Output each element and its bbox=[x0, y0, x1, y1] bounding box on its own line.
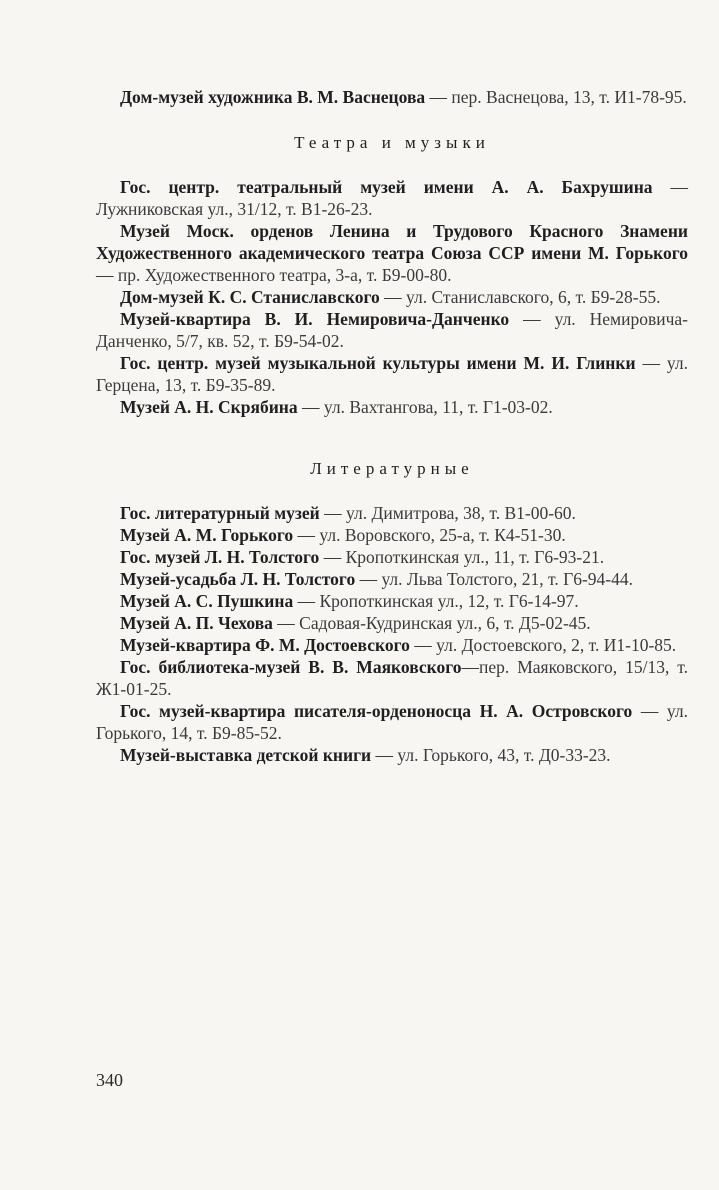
museum-address: ул. Воровского, 25-а, т. К4-51-30. bbox=[319, 525, 566, 545]
museum-name: Гос. музей Л. Н. Толстого bbox=[120, 547, 320, 567]
museum-name: Музей-усадьба Л. Н. Толстого bbox=[120, 569, 356, 589]
museum-name: Гос. библиотека-музей В. В. Маяковского bbox=[120, 657, 462, 677]
entry: Гос. музей-квартира писателя-орденоносца Н. А. Островского — ул. Горького, 14, т. Б9-85-52. bbox=[96, 701, 688, 743]
museum-name: Музей-выставка детской книги bbox=[120, 745, 372, 765]
museum-address: пр. Художественного театра, 3-а, т. Б9-00-80. bbox=[117, 265, 452, 285]
museum-name: Гос. литературный музей bbox=[120, 503, 320, 523]
museum-name: Гос. музей-квартира писателя-орденоносца Н. А. Островского bbox=[120, 701, 633, 721]
page-content bbox=[96, 86, 688, 766]
entry: Музей-усадьба Л. Н. Толстого — ул. Льва Толстого, 21, т. Г6-94-44. bbox=[120, 569, 633, 589]
museum-address: ул. Вахтангова, 11, т. Г1-03-02. bbox=[323, 397, 553, 417]
museum-name: Музей-квартира Ф. М. Достоевского bbox=[120, 635, 410, 655]
museum-address: пер. Васнецова, 13, т. И1-78-95. bbox=[451, 87, 687, 107]
museum-name: Гос. центр. театральный музей имени А. А. Бахрушина bbox=[120, 177, 653, 197]
entry: Музей-выставка детской книги — ул. Горького, 43, т. Д0-33-23. bbox=[120, 745, 611, 765]
museum-address: пер. Маяковского, 15/13, т. Ж1-01-25. bbox=[96, 657, 688, 699]
entry: Гос. музей Л. Н. Толстого — Кропоткинская ул., 11, т. Г6-93-21. bbox=[120, 547, 605, 567]
section-heading-theatre-music: Театра и музыки bbox=[294, 133, 490, 152]
museum-address: ул. Димитрова, 38, т. В1-00-60. bbox=[346, 503, 576, 523]
entries-top bbox=[96, 86, 688, 108]
entry: Музей А. М. Горького — ул. Воровского, 25-а, т. К4-51-30. bbox=[120, 525, 566, 545]
entry: Гос. библиотека-музей В. В. Маяковского—пер. Маяковского, 15/13, т. Ж1-01-25. bbox=[96, 657, 688, 699]
entry: Музей-квартира Ф. М. Достоевского — ул. Достоевского, 2, т. И1-10-85. bbox=[120, 635, 677, 655]
entry: Гос. центр. театральный музей имени А. А. Бахрушина — Лужниковская ул., 31/12, т. В1-26-23. bbox=[96, 177, 688, 219]
section-theatre-music-list bbox=[96, 176, 688, 418]
museum-address: Кропоткинская ул., 12, т. Г6-14-97. bbox=[319, 591, 579, 611]
museum-address: ул. Немировича-Данченко, 5/7, кв. 52, т. Б9-54-02. bbox=[96, 309, 688, 351]
museum-address: ул. Льва Толстого, 21, т. Г6-94-44. bbox=[381, 569, 633, 589]
museum-name: Дом-музей художника В. М. Васнецова bbox=[120, 87, 426, 107]
entry: Гос. центр. музей музыкальной культуры имени М. И. Глинки — ул. Герцена, 13, т. Б9-35-89. bbox=[96, 353, 689, 395]
museum-address: ул. Станиславского, 6, т. Б9-28-55. bbox=[405, 287, 661, 307]
museum-name: Гос. центр. музей музыкальной культуры имени М. И. Глинки bbox=[120, 353, 636, 373]
entry: Музей А. Н. Скрябина — ул. Вахтангова, 11, т. Г1-03-02. bbox=[120, 397, 553, 417]
museum-name: Музей А. С. Пушкина bbox=[120, 591, 294, 611]
section-literary-list bbox=[96, 502, 688, 766]
museum-address: ул. Достоевского, 2, т. И1-10-85. bbox=[436, 635, 677, 655]
museum-address: Садовая-Кудринская ул., 6, т. Д5-02-45. bbox=[299, 613, 591, 633]
museum-address: Кропоткинская ул., 11, т. Г6-93-21. bbox=[345, 547, 605, 567]
museum-address: ул. Герцена, 13, т. Б9-35-89. bbox=[96, 353, 689, 395]
entry: Музей Моск. орденов Ленина и Трудового Красного Знамени Художественного академического театра Союза ССР имени М. Горького — пр. Художественного театра, 3-а, т. Б9-00-80. bbox=[96, 221, 688, 285]
page-number: 340 bbox=[96, 1070, 123, 1090]
section-heading-literary: Литературные bbox=[310, 459, 474, 478]
museum-address: Лужниковская ул., 31/12, т. В1-26-23. bbox=[96, 199, 373, 219]
entry: Гос. литературный музей — ул. Димитрова, 38, т. В1-00-60. bbox=[120, 503, 576, 523]
museum-name: Музей А. П. Чехова bbox=[120, 613, 273, 633]
museum-address: ул. Горького, 43, т. Д0-33-23. bbox=[397, 745, 611, 765]
entry: Дом-музей К. С. Станиславского — ул. Станиславского, 6, т. Б9-28-55. bbox=[120, 287, 661, 307]
entry: Музей А. С. Пушкина — Кропоткинская ул., 12, т. Г6-14-97. bbox=[120, 591, 579, 611]
museum-name: Музей А. М. Горького bbox=[120, 525, 294, 545]
entry: Дом-музей художника В. М. Васнецова — пер. Васнецова, 13, т. И1-78-95. bbox=[120, 87, 687, 107]
museum-name: Музей Моск. орденов Ленина и Трудового Красного Знамени Художественного академического театра Союза ССР имени М. Горького bbox=[96, 221, 688, 263]
museum-name: Музей А. Н. Скрябина bbox=[120, 397, 298, 417]
entry: Музей А. П. Чехова — Садовая-Кудринская ул., 6, т. Д5-02-45. bbox=[120, 613, 591, 633]
museum-name: Музей-квартира В. И. Немировича-Данченко bbox=[120, 309, 510, 329]
entry: Музей-квартира В. И. Немировича-Данченко — ул. Немировича-Данченко, 5/7, кв. 52, т. Б9-54-02. bbox=[96, 309, 688, 351]
museum-name: Дом-музей К. С. Станиславского bbox=[120, 287, 380, 307]
museum-address: ул. Горького, 14, т. Б9-85-52. bbox=[96, 701, 688, 743]
